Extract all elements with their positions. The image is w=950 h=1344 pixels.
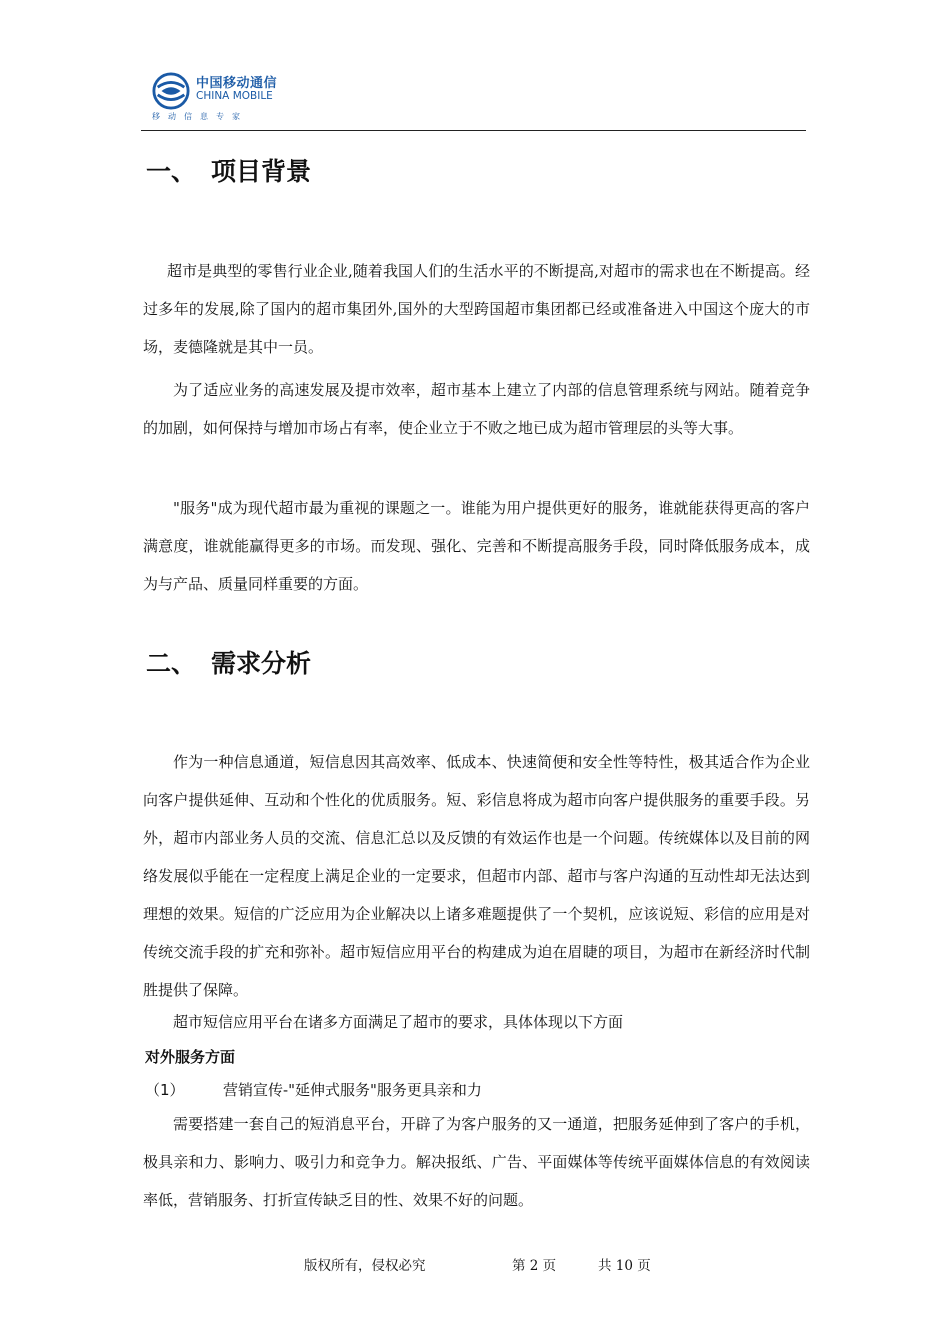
- section-heading-background: [146, 152, 311, 188]
- paragraph: 超市短信应用平台在诸多方面满足了超市的要求，具体体现以下方面: [173, 1013, 624, 1031]
- china-mobile-logo-icon: [152, 72, 190, 110]
- header-divider: [141, 130, 806, 131]
- logo-slogan: 移动信息专家: [152, 112, 248, 121]
- paragraph: "服务"成为现代超市最为重视的课题之一。谁能为用户提供更好的服务，谁就能获得更高的客户满意度，谁就能赢得更多的市场。而发现、强化、完善和不断提高服务手段，同时降低服务成本，成为与产品、质量同样重要的方面。: [143, 499, 810, 593]
- list-item-number: （1）: [145, 1081, 185, 1099]
- subheading: 对外服务方面: [145, 1048, 236, 1066]
- list-item: [145, 1079, 482, 1100]
- section-title: 需求分析: [211, 649, 312, 678]
- footer-copyright: 版权所有，侵权必究: [304, 1258, 426, 1274]
- logo-english-name: CHINA MOBILE: [196, 90, 273, 102]
- list-item-text: 营销宣传-"延伸式服务"服务更具亲和力: [223, 1081, 482, 1099]
- footer-total-pages: 共 10 页: [598, 1258, 651, 1274]
- paragraph: 作为一种信息通道，短信息因其高效率、低成本、快速简便和安全性等特性，极其适合作为企业向客户提供延伸、互动和个性化的优质服务。短、彩信息将成为超市向客户提供服务的重要手段。另外，超市内部业务人员的交流、信息汇总以及反馈的有效运作也是一个问题。传统媒体以及目前的网络发展似乎能在一定程度上满足企业的一定要求，但超市内部、超市与客户沟通的互动性却无法达到理想的效果。短信的广泛应用为企业解决以上诸多难题提供了一个契机，应该说短、彩信的应用是对传统交流手段的扩充和弥补。超市短信应用平台的构建成为迫在眉睫的项目，为超市在新经济时代制胜提供了保障。: [143, 753, 810, 999]
- section-number: 一、: [146, 157, 197, 186]
- paragraph: 为了适应业务的高速发展及提市效率，超市基本上建立了内部的信息管理系统与网站。随着竞争的加剧，如何保持与增加市场占有率，使企业立于不败之地已成为超市管理层的头等大事。: [143, 381, 810, 437]
- china-mobile-logo: [152, 70, 282, 122]
- paragraph: 需要搭建一套自己的短消息平台，开辟了为客户服务的又一通道，把服务延伸到了客户的手机，极具亲和力、影响力、吸引力和竞争力。解决报纸、广告、平面媒体等传统平面媒体信息的有效阅读率低，营销服务、打折宣传缺乏目的性、效果不好的问题。: [143, 1115, 810, 1209]
- logo-chinese-name: 中国移动通信: [196, 76, 278, 91]
- paragraph: 超市是典型的零售行业企业,随着我国人们的生活水平的不断提高,对超市的需求也在不断提高。经过多年的发展,除了国内的超市集团外,国外的大型跨国超市集团都已经或准备进入中国这个庞大的市场，麦德隆就是其中一员。: [143, 262, 810, 356]
- section-number: 二、: [146, 649, 197, 678]
- section-heading-requirements: [146, 644, 311, 680]
- section-title: 项目背景: [211, 157, 312, 186]
- footer-page-number: 第 2 页: [512, 1258, 557, 1274]
